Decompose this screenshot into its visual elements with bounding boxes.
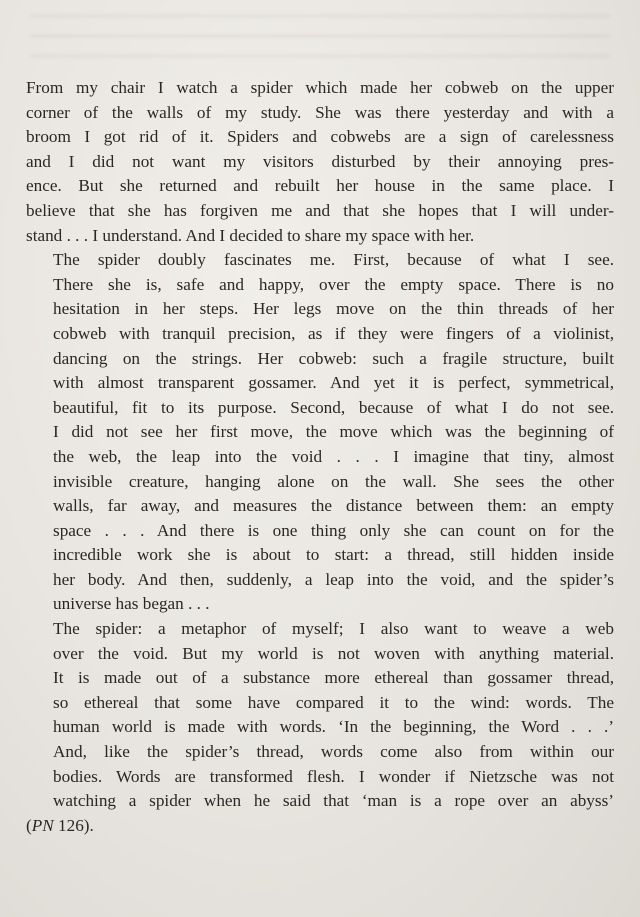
text-line: broom I got rid of it. Spiders and cobwebs are a sign of carelessness	[26, 127, 614, 147]
text-line: the web, the leap into the void . . . I imagine that tiny, almost	[53, 446, 614, 466]
text-line: universe has began . . .	[53, 594, 210, 614]
text-line: beautiful, fit to its purpose. Second, because of what I do not see.	[53, 397, 614, 417]
text-line: corner of the walls of my study. She was there yesterday and with a	[26, 102, 614, 122]
citation-open: (	[26, 815, 32, 835]
text-line: with almost transparent gossamer. And yet it is perfect, symmetrical,	[53, 373, 614, 393]
text-line: cobweb with tranquil precision, as if they were fingers of a violinist,	[53, 323, 614, 343]
citation-rest: 126).	[53, 815, 94, 835]
citation-work: PN	[31, 815, 54, 835]
text-line: so ethereal that some have compared it to the wind: words. The	[53, 692, 614, 712]
text-line: From my chair I watch a spider which made her cobweb on the upper	[26, 78, 614, 97]
text-line: The spider doubly fascinates me. First, because of what I see.	[53, 250, 614, 270]
paragraph-spider-fascinates	[26, 248, 614, 617]
text-line: dancing on the strings. Her cobweb: such a fragile structure, built	[53, 348, 614, 368]
text-line: walls, far away, and measures the distance between them: an empty	[53, 496, 614, 516]
text-line: invisible creature, hanging alone on the wall. She sees the other	[53, 471, 614, 491]
paragraph-spider-cobweb	[26, 76, 614, 248]
text-line: incredible work she is about to start: a thread, still hidden inside	[53, 545, 614, 565]
text-line: There she is, safe and happy, over the empty space. There is no	[53, 274, 614, 294]
text-line: believe that she has forgiven me and that she hopes that I will under-	[26, 200, 614, 220]
text-line: The spider: a metaphor of myself; I also want to weave a web	[53, 619, 614, 639]
body-text	[26, 76, 614, 838]
show-through-text	[30, 6, 610, 66]
text-line: And, like the spider’s thread, words come also from within our	[53, 742, 614, 762]
text-line: stand . . . I understand. And I decided to share my space with her.	[26, 225, 475, 245]
text-line: space . . . And there is one thing only she can count on for the	[53, 520, 614, 540]
citation-line	[26, 814, 614, 839]
text-line: I did not see her first move, the move which was the beginning of	[53, 422, 614, 442]
text-line: bodies. Words are transformed flesh. I wonder if Nietzsche was not	[53, 766, 614, 786]
text-line: It is made out of a substance more ethereal than gossamer thread,	[53, 668, 614, 688]
text-line: over the void. But my world is not woven with anything material.	[53, 643, 614, 663]
text-line: watching a spider when he said that ‘man is a rope over an abyss’	[53, 791, 614, 811]
text-line: human world is made with words. ‘In the beginning, the Word . . .’	[53, 717, 614, 737]
text-line: her body. And then, suddenly, a leap into the void, and the spider’s	[53, 569, 614, 589]
text-line: ence. But she returned and rebuilt her house in the same place. I	[26, 176, 614, 196]
paragraph-spider-metaphor	[26, 617, 614, 814]
text-line: hesitation in her steps. Her legs move on the thin threads of her	[53, 299, 614, 319]
text-line: and I did not want my visitors disturbed by their annoying pres-	[26, 151, 614, 171]
